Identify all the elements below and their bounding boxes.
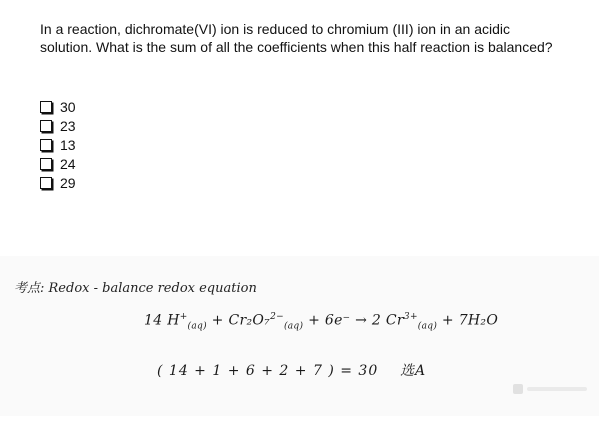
dichromate: Cr₂O₇ bbox=[228, 312, 271, 329]
cr-coefficient: 2 bbox=[371, 312, 382, 329]
cr-state: (aq) bbox=[417, 321, 438, 332]
balanced-equation bbox=[144, 312, 498, 331]
option-item[interactable] bbox=[40, 97, 76, 116]
h-ion: H bbox=[167, 312, 180, 329]
sum-line: ( 14 + 1 + 6 + 2 + 7 ) = 30 bbox=[157, 363, 379, 379]
question-text: In a reaction, dichromate(VI) ion is reduced to chromium (III) ion in an acidic solution. What is the sum of all the coefficients when this half reaction is balanced? bbox=[40, 21, 553, 55]
checkbox-icon[interactable] bbox=[40, 177, 52, 189]
h-state: (aq) bbox=[187, 321, 207, 332]
option-item[interactable] bbox=[40, 173, 76, 192]
coefficient-sum bbox=[157, 360, 426, 380]
cr-charge: 3+ bbox=[403, 312, 418, 322]
option-label: 30 bbox=[60, 98, 76, 115]
chromium-ion: Cr bbox=[385, 312, 404, 329]
option-item[interactable] bbox=[40, 154, 76, 173]
water: 7H₂O bbox=[458, 312, 499, 329]
checkbox-icon[interactable] bbox=[40, 101, 52, 113]
answer-choice: 选A bbox=[400, 363, 427, 379]
h-coefficient: 14 bbox=[144, 312, 163, 329]
option-label: 13 bbox=[60, 136, 76, 153]
option-label: 23 bbox=[60, 117, 76, 134]
h-charge: + bbox=[179, 312, 188, 322]
option-item[interactable] bbox=[40, 135, 76, 154]
plus-sign: + bbox=[441, 312, 454, 329]
option-label: 24 bbox=[60, 155, 76, 172]
dichromate-charge: 2− bbox=[270, 312, 284, 322]
dichromate-state: (aq) bbox=[283, 321, 304, 332]
solution-topic: 考点: Redox - balance redox equation bbox=[14, 281, 257, 296]
plus-sign: + bbox=[211, 312, 224, 329]
checkbox-icon[interactable] bbox=[40, 158, 52, 170]
option-item[interactable] bbox=[40, 116, 76, 135]
electrons: 6e⁻ bbox=[324, 312, 351, 329]
options-list bbox=[40, 97, 76, 192]
watermark-icon bbox=[511, 381, 591, 397]
reaction-arrow: → bbox=[355, 312, 368, 329]
plus-sign: + bbox=[308, 312, 321, 329]
option-label: 29 bbox=[60, 174, 76, 191]
checkbox-icon[interactable] bbox=[40, 120, 52, 132]
checkbox-icon[interactable] bbox=[40, 139, 52, 151]
